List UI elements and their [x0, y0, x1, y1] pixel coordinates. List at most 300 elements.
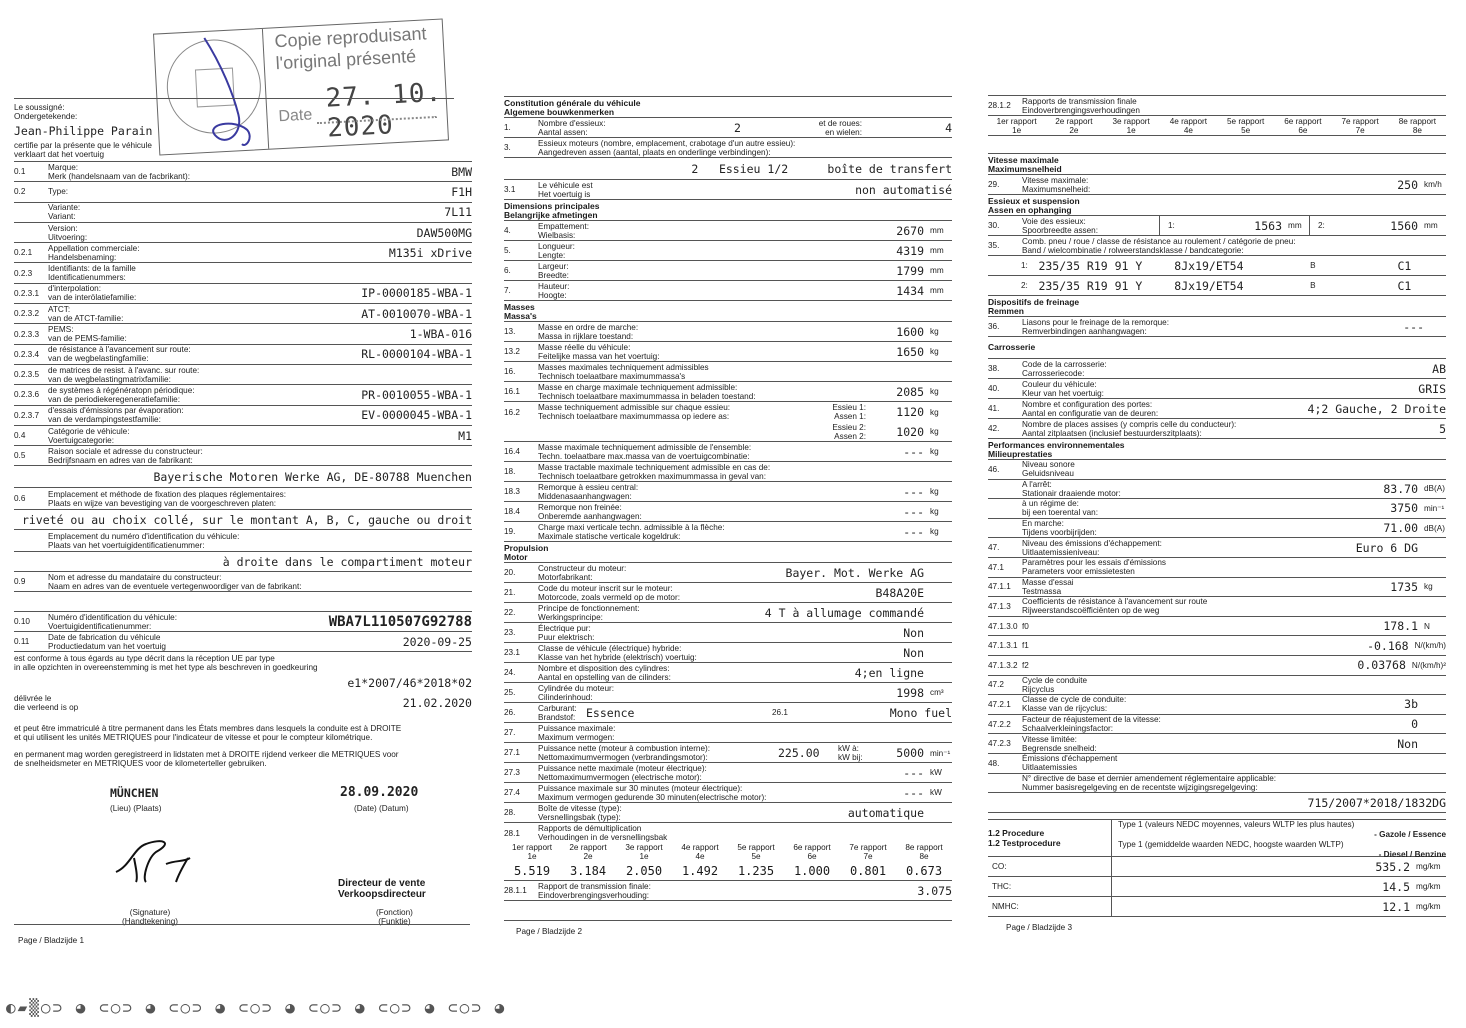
table-row — [988, 597, 1446, 617]
gear-header: 5e rapport 5e — [1226, 116, 1265, 135]
undersigned-label: Le soussigné: Ondergetekende: — [14, 103, 78, 121]
row-number: 0.2.1 — [14, 248, 33, 258]
row-unit: kg — [1424, 582, 1433, 592]
security-pattern-strip: ◐▰▒○⊃ ◕ ⊂○⊃ ◕ ⊂○⊃ ◕ ⊂○⊃ ◕ ⊂○⊃ ◕ ⊂○⊃ ◕ ⊂○⊃ ◕ — [6, 998, 507, 1017]
row-label: Type: — [48, 187, 69, 197]
row-value: --- — [903, 504, 924, 519]
row-value: 71.00 — [1383, 521, 1418, 536]
table-row — [14, 284, 472, 304]
row-label: d'essais d'émissions par évaporation: van de verdampingstestfamilie: — [48, 406, 184, 425]
table-row — [504, 362, 952, 382]
row-value: 3750 — [1390, 501, 1418, 516]
vin-label: Numéro d'identification du véhicule: Voertuigidentificatienummer: — [48, 612, 177, 631]
table-row — [988, 359, 1446, 379]
row-label: Couleur du véhicule: Kleur van het voertuig: — [1022, 379, 1104, 398]
row-label: Cycle de conduite Rijcyclus — [1022, 675, 1088, 694]
driven-axles-transfer: boîte de transfert — [827, 161, 953, 176]
table-row — [988, 695, 1446, 715]
table-row — [504, 522, 952, 542]
row-number: 47.1.3.0 — [988, 621, 1018, 631]
row-value: GRIS — [1418, 381, 1446, 396]
table-row — [504, 623, 952, 643]
tyre-row — [988, 276, 1446, 296]
row-number: 0.2 — [14, 187, 26, 197]
gear-ratio-value: 3.184 — [569, 863, 607, 878]
row-number: 40. — [988, 384, 1000, 393]
row-label: Catégorie de véhicule: Voertuigcategorie: — [48, 426, 130, 445]
section-dimensions: Dimensions principales Belangrijke afmetingen — [504, 200, 952, 221]
table-row — [988, 617, 1446, 637]
table-row — [504, 241, 952, 261]
row-value: 5 — [1439, 421, 1446, 436]
row-value: 1600 — [896, 324, 924, 339]
row-unit: dB(A) — [1424, 484, 1445, 494]
gear-ratio-value: 1.235 — [737, 863, 775, 878]
row-value: --- — [903, 524, 924, 539]
emission-value: 14.5 — [1382, 879, 1410, 894]
row-value: 1434 — [896, 283, 924, 298]
row-value: 7L11 — [444, 205, 472, 220]
table-row — [504, 563, 952, 583]
table-row — [504, 322, 952, 342]
row-label: Code de la carrosserie: Carrosseriecode: — [1022, 359, 1107, 378]
table-row — [988, 558, 1446, 578]
plates-label: Emplacement et méthode de fixation des plaques réglementaires: Plaats en wijze van bevestiging van de voorgeschreven platen: — [48, 489, 287, 508]
row-value: Non — [903, 645, 924, 660]
row-unit: min⁻¹ — [1424, 504, 1445, 514]
emission-row — [988, 897, 1446, 917]
conformity-text: est conforme à tous égards au type décrit dans la réception UE par type in alle opzichten in overeenstemming is met het type als beschreven in goedkeuring — [14, 654, 318, 673]
row-value: --- — [903, 444, 924, 459]
row-number: 20. — [504, 568, 516, 577]
function-label: (Fonction) (Funktie) — [376, 908, 413, 926]
axle1-mass: 1120 — [896, 405, 924, 419]
table-row — [504, 783, 952, 803]
gear-header: 1er rapport 1e — [996, 116, 1037, 135]
page-3-footer: Page / Bladzijde 3 — [1006, 923, 1072, 933]
manufacture-date-label: Date de fabrication du véhicule Productiedatum van het voertuig — [48, 632, 166, 651]
row-value: 0 — [1411, 717, 1418, 732]
row-label: Principe de fonctionnement: Werkingsprincipe: — [538, 603, 640, 622]
table-row — [504, 683, 952, 703]
tyre-size: 235/35 R19 91 Y — [1038, 278, 1143, 293]
gear-header: 6e rapport 6e — [1284, 116, 1322, 135]
row-number: 21. — [504, 588, 516, 597]
registration-text-nl: en permanent mag worden geregistreerd in lidstaten met à DROITE rijdend verkeer die METRIQUES voor de snelheidsmeter en METRIQUES voor de kilometerteller gebruiken. — [14, 750, 399, 769]
row-label: Remorque non freinée: Onberemde aanhangwagen: — [538, 502, 642, 521]
driven-axles-label: Essieux moteurs (nombre, emplacement, crabotage d'un autre essieu): Aangedreven assen (aantal, plaats en onderlinge verbindingen): — [538, 138, 796, 157]
row-value: RL-0000104-WBA-1 — [361, 347, 472, 362]
certify-label: certifie par la présente que le véhicule verklaart dat het voertuig — [14, 141, 472, 162]
table-row — [988, 715, 1446, 735]
table-row — [988, 656, 1446, 676]
row-label: N° directive de base et dernier amendement réglementaire applicable: Nummer basisregelgeving en de recentste wijzigingsregelgeving: — [1022, 773, 1277, 792]
trailer-brake-value: --- — [1403, 319, 1424, 334]
row-label: Appellation commerciale: Handelsbenaming: — [48, 243, 140, 262]
signing-date: 28.09.2020 — [340, 785, 419, 800]
row-label: Masse tractable maximale techniquement admissible en cas de: Technisch toelaatbare getrokken maximummassa in geval van: — [538, 462, 771, 481]
row-value: 83.70 — [1383, 481, 1418, 496]
table-row — [988, 499, 1446, 519]
gear-header: 8e rapport 8e — [1398, 116, 1437, 135]
table-row — [14, 304, 472, 324]
row-unit: mm — [930, 246, 944, 255]
row-label: Version: Uitvoering: — [48, 223, 88, 242]
driven-axles-position: Essieu 1/2 — [718, 161, 789, 176]
row-label: Niveau des émissions d'échappement: Uitlaatemissieniveau: — [1022, 538, 1162, 557]
row-unit: mm — [930, 286, 944, 295]
row-value: 4;2 Gauche, 2 Droite — [1307, 401, 1446, 416]
row-number: 28. — [504, 808, 516, 817]
table-row — [14, 243, 472, 263]
gear-ratio-value: 1.492 — [681, 863, 719, 878]
tyre-category: C1 — [1397, 278, 1412, 293]
row-value: 4319 — [896, 243, 924, 258]
gear-header: 7e rapport 7e — [1341, 116, 1379, 135]
tyre-index: 2: — [1020, 281, 1028, 290]
row-number: 0.1 — [14, 167, 26, 177]
table-row — [504, 342, 952, 362]
tyre-table — [988, 256, 1446, 296]
row-value: AT-0010070-WBA-1 — [361, 306, 472, 321]
row-number: 16.4 — [504, 447, 520, 456]
row-number: 47.2 — [988, 680, 1004, 690]
table-row — [14, 426, 472, 446]
row-number: 4. — [504, 226, 511, 235]
row-label: f0 — [1022, 621, 1029, 631]
emission-row — [988, 857, 1446, 877]
section-general: Constitution générale du véhicule Algemene bouwkenmerken — [504, 97, 952, 118]
row-number: 19. — [504, 527, 516, 536]
row-label: Vitesse limitée: Begrensde snelheid: — [1022, 734, 1097, 753]
row-number: 18. — [504, 467, 516, 476]
row-value: automatique — [847, 805, 924, 820]
table-row — [988, 754, 1446, 774]
power-table — [504, 763, 952, 823]
row-label: d'interpolation: van de interölatiefamilie: — [48, 284, 137, 303]
row-value: 1735 — [1390, 579, 1418, 594]
table-row — [504, 502, 952, 522]
emission-value: 12.1 — [1382, 899, 1410, 914]
row-label: A l'arrêt: Stationair draaiende motor: — [1022, 479, 1121, 498]
row-unit: N/(km/h)² — [1411, 660, 1446, 670]
gear-header: 3e rapport 1e — [625, 843, 663, 861]
vin-location-value: à droite dans le compartiment moteur — [222, 554, 472, 569]
row-value: Non — [903, 625, 924, 640]
row-value: --- — [903, 765, 924, 780]
row-number: 13.2 — [504, 347, 520, 356]
emission-value: 535.2 — [1375, 859, 1410, 874]
gear-ratio-values — [504, 861, 952, 881]
row-unit: kg — [930, 327, 939, 336]
row-value: BMW — [451, 164, 472, 179]
row-label: Largeur: Breedte: — [538, 261, 569, 280]
table-row — [14, 162, 472, 182]
row-number: 47.1.3.1 — [988, 641, 1018, 651]
stamp-date-value: 27. 10. 2020 — [324, 77, 443, 144]
gear-header: 3e rapport 1e — [1112, 116, 1150, 135]
track-axle1: 1563 — [1254, 218, 1282, 233]
row-number: 0.2.3.4 — [14, 349, 40, 359]
vin-location-label: Emplacement du numéro d'identification du véhicule: Plaats van het voertuigidentificatienummer: — [48, 531, 240, 550]
signing-date-label: (Date) (Datum) — [354, 804, 409, 813]
gear-header: 8e rapport 8e — [905, 843, 943, 861]
row-label: Variante: Variant: — [48, 203, 81, 222]
fuel-mode: Mono fuel — [889, 705, 952, 720]
table-row — [14, 365, 472, 385]
handwritten-signature — [112, 838, 212, 888]
gear-ratio-value: 1.000 — [793, 863, 831, 878]
row-number: 27.4 — [504, 788, 520, 797]
row-value: B48A20E — [875, 585, 924, 600]
row-number: 47.2.3 — [988, 739, 1011, 749]
section-masses: Masses Massa's — [504, 301, 952, 322]
row-label: Puissance nette maximale (moteur électrique): Nettomaximumvermogen (electrische motor): — [538, 763, 707, 782]
row-number: 38. — [988, 364, 1000, 373]
row-number: 48. — [988, 758, 1000, 768]
row-number: 18.4 — [504, 507, 520, 516]
masses-table — [504, 322, 952, 402]
table-row — [504, 462, 952, 482]
emission-unit: mg/km — [1416, 862, 1441, 872]
gear-header: 4e rapport 4e — [1169, 116, 1208, 135]
row-number: 42. — [988, 424, 1000, 433]
gear-ratio-value: 0.801 — [849, 863, 887, 878]
emissions-table — [988, 857, 1446, 917]
row-label: Identifiants: de la famille Identificatienummers: — [48, 264, 136, 283]
stamp-copy-text: Copie reproduisant l'original présenté — [274, 23, 427, 74]
axles-value: 2 — [734, 120, 741, 135]
row-label: de résistance à l'avancement sur route: van de wegbelastingfamilie: — [48, 345, 191, 364]
emission-unit: mg/km — [1416, 882, 1441, 892]
row-number: 0.2.3.2 — [14, 309, 40, 319]
row-unit: cm³ — [930, 688, 944, 697]
row-label: Constructeur du moteur: Motorfabrikant: — [538, 563, 627, 582]
row-number: 47.1.3 — [988, 601, 1011, 611]
row-label: Masse d'essai Testmassa — [1022, 577, 1074, 596]
row-value: 1-WBA-016 — [409, 327, 472, 342]
table-row — [14, 345, 472, 365]
row-label: Nombre de places assises (y compris celle du conducteur): Aantal zitplaatsen (inclusief bestuurderszitplaats): — [1022, 419, 1237, 438]
row-label: Masses maximales techniquement admissibles Technisch toelaatbare maximummassa's — [538, 362, 709, 381]
row-label: Cylindrée du moteur: Cilinderinhoud: — [538, 683, 614, 702]
row-value: -0.168 — [1367, 638, 1409, 653]
registration-text-fr: et peut être immatriculé à titre permanent dans les États membres dans lesquels la conduite est à DROITE et qui utilisent les unités METRIQUES pour l'indicateur de vitesse et pour le compteur kilométrique. — [14, 724, 402, 743]
stamp-date-label: Date — [278, 106, 313, 126]
manufacture-date-value: 2020-09-25 — [402, 634, 472, 649]
row-number: 27.3 — [504, 768, 520, 777]
table-row — [14, 385, 472, 405]
gear-header: 4e rapport 4e — [681, 843, 719, 861]
row-number: 0.2.3.7 — [14, 410, 40, 420]
row-value: M135i xDrive — [388, 245, 472, 260]
page-1: Le soussigné: Ondergetekende: Jean-Philippe Parain certifie par la présente que le véhicule verklaart dat het voertuig 0.1 Marque: Merk (handelsnaam van de facbrikant): BMW 0.2 Type: F1H Variante: Variant: 7L11 Version: Uitvoering: DAW500MG 0.2.1 Appellation commerciale: Handelsbenaming: M135i xDrive 0.2.3 Identifiants: de la famille Identificatienummers: 0.2.3.1 d'interpolation: van de interölatiefamilie: IP-0000185-WBA-1 0.2.3.2 ATCT: van de ATCT-familie: AT-0010070-WBA-1 0.2.3.3 PEMS: van de PEMS-familie: 1-WBA-016 0.2.3.4 de résistance à l'avancement sur route: van de wegbelastingfamilie: RL-0000104-WBA-1 0.2.3.5 de matrices de resist. à l'avanc. sur route: van de wegbelastingmatrixfamilie: 0.2.3.6 de systèmes à régénératopn périodique: van de periodiekeregeneratiefamilie: PR-0010055-WBA-1 0.2.3.7 d'essais d'émissions par évaporation: van de verdampingstestfamilie: EV-0000045-WBA-1 0.4 Catégorie de véhicule: Voertuigcategorie: M1 0.5 Raison sociale et adresse du constructeur: Bedrijfsnaam en adres van de fabrikant: Bayerische Motoren Werke AG, DE-80788 Muenchen 0.6 Emplacement et méthode de fixation des plaques réglementaires: Plaats en wijze van bevestiging van de voorgeschreven platen: riveté ou au choix collé, sur le montant A, B, C, gauche ou droit Emplacement du numéro d'identification du véhicule: Plaats van het voertuigidentificatienummer: à droite dans le compartiment moteur 0.9 Nom et adresse du mandataire du constructeur: Naam en adres van de eventuele vertegenwoordiger van de fabrikant: 0.10 Numéro d'identification du véhicule: Voertuigidentificatienummer: WBA7L110507G92788 0.11 Date de fabrication du véhicule Productiedatum van het voertuig 2020-09-25 est conforme à tous égards au type décrit dans la réception UE par type in alle opzichten in overeenstemming is met het type als beschreven in goedkeuring e1*2007/46*2018*02 délivrée le die verleend is op 21.02.2020 et peut être immatriculé à titre permanent dans les États membres dans lesquels la conduite est à DROITE et qui utilisent les unités METRIQUES pour l'indicateur de vitesse et pour le compteur kilométrique. en permanent mag worden geregistreerd in lidstaten met à DROITE rijdend verkeer die METRIQUES voor de snelheidsmeter en METRIQUES voor de kilometerteller gebruiken. MÜNCHEN (Lieu) (Plaats) 28.09.2020 (Date) (Datum) Directeur de vente Verkoopsdirecteur (Signature) (Handtekening) (Fonction) (Funktie) Page / Bladzijde 1 — [14, 0, 472, 768]
row-unit: mm — [930, 266, 944, 275]
row-value: PR-0010055-WBA-1 — [361, 387, 472, 402]
gear-header: 1er rapport 1e — [511, 843, 553, 861]
tyre-size: 235/35 R19 91 Y — [1038, 258, 1143, 273]
engine-table — [504, 563, 952, 703]
row-value: Euro 6 DG — [1355, 540, 1418, 555]
axle2-mass: 1020 — [896, 424, 924, 439]
final-ratio-headers — [988, 116, 1446, 136]
place-value: MÜNCHEN — [110, 786, 159, 800]
gear-header: 7e rapport 7e — [849, 843, 887, 861]
row-number: 0.4 — [14, 431, 26, 440]
table-row — [988, 734, 1446, 754]
row-label: f2 — [1022, 660, 1029, 670]
rolling-resistance-class: B — [1310, 261, 1316, 270]
table-row — [988, 676, 1446, 696]
plates-value: riveté ou au choix collé, sur le montant A, B, C, gauche ou droit — [21, 512, 472, 527]
table-row — [504, 603, 952, 623]
section-propulsion: Propulsion Motor — [504, 542, 952, 563]
row-label: Masse réelle du véhicule: Feitelijke massa van het voertuig: — [538, 342, 660, 361]
row-unit: dB(A) — [1424, 523, 1445, 533]
row-label: Empattement: Wielbasis: — [538, 221, 589, 240]
page-1-footer: Page / Bladzijde 1 — [18, 936, 84, 945]
row-number: 41. — [988, 404, 1000, 413]
row-unit: kg — [930, 507, 939, 516]
table-row — [504, 643, 952, 663]
gear-ratio-value: 2.050 — [625, 863, 663, 878]
approval-number: e1*2007/46*2018*02 — [347, 676, 472, 691]
row-value: 2085 — [896, 384, 924, 399]
row-label: Masse en charge maximale techniquement admissible: Technisch toelaatbare maximummassa in beladen toestand: — [538, 382, 756, 401]
row-number: 47.2.1 — [988, 699, 1011, 709]
environment-table — [988, 460, 1446, 793]
row-label: Émissions d'échappement Uitlaatemissies — [1022, 754, 1118, 773]
row-number: 47.1.1 — [988, 582, 1011, 592]
emission-row — [988, 877, 1446, 897]
row-value: F1H — [451, 184, 472, 199]
towing-masses-table — [504, 442, 952, 542]
row-label: Raison sociale et adresse du constructeur: Bedrijfsnaam en adres van de fabrikant: — [48, 446, 203, 465]
automation-value: non automatisé — [855, 182, 952, 197]
row-label: Électrique pur: Puur elektrisch: — [538, 623, 595, 642]
signature-label: (Signature) (Handtekening) — [122, 908, 178, 926]
row-label: à un régime de: bij een toerental van: — [1022, 499, 1099, 518]
row-number: 0.2.3.6 — [14, 390, 40, 400]
row-number: 0.2.3.3 — [14, 329, 40, 339]
row-value: --- — [903, 484, 924, 499]
row-value: 0.03768 — [1357, 658, 1406, 673]
row-number: 18.3 — [504, 487, 520, 496]
row-number: 22. — [504, 608, 516, 617]
issued-label: délivrée le die verleend is op — [14, 694, 79, 713]
row-value: AB — [1432, 361, 1446, 376]
table-row — [14, 203, 472, 223]
row-number: 6. — [504, 266, 511, 275]
table-row — [988, 578, 1446, 598]
row-number: 46. — [988, 464, 1000, 474]
row-label: Classe de véhicule (électrique) hybride: Klasse van het hybride (elektrisch) voertuig: — [538, 643, 697, 662]
final-drive-ratio: 3.075 — [917, 883, 952, 898]
row-unit: kg — [930, 387, 939, 396]
body-table — [988, 359, 1446, 439]
page-3: 28.1.2 Rapports de transmission finale Eindoverbrengingsverhoudingen 1er rapport 1e 2e rapport 2e 3e rapport 1e 4e rapport 4e 5e rapport 5e 6e rapport 6e 7e rapport 7e 8e rapport 8e Vitesse maximale Maximumsnelheid 29. Vitesse maximale: Maximumsnelheid: 250 km/h Essieux et suspension Assen en ophanging 30. Voie des essieux: Spoorbreedte assen: 1: 1563 mm 2: 1560 mm 35. Comb. pneu / roue / classe de résistance au roulement / catégorie de pneu: Band / wielcombinatie / rolweerstandsklasse / bandcategorie: 1: 235/35 R19 91 Y 8Jx19/ET54 B C1 2: 235/35 R19 91 Y 8Jx19/ET54 B C1 Dispositifs de freinage Remmen 36. Liasons pour le freinage de la remorque: Remverbindingen aanhangwagen: --- Carrosserie 38. Code de la carrosserie: Carrosseriecode: AB 40. Couleur du véhicule: Kleur van het voertuig: GRIS 41. Nombre et configuration des portes: Aantal en configuratie van de deuren: 4;2 Gauche, 2 Droite 42. Nombre de places assises (y compris celle du conducteur): Aantal zitplaatsen (inclusief bestuurderszitplaats): 5 Performances environnementales Milieuprestaties 46. Niveau sonore Geluidsniveau A l'arrêt: Stationair draaiende motor: 83.70 dB(A) à un régime de: bij een toerental van: 3750 min⁻¹ En marche: Tijdens voorbijrijden: 71.00 dB(A) 47. Niveau des émissions d'échappement: Uitlaatemissieniveau: Euro 6 DG 47.1 Paramètres pour les essais d'émissions Parameters voor emissietesten 47.1.1 Masse d'essai Testmassa 1735 kg 47.1.3 Coefficients de résistance à l'avancement sur route Rijweerstandscoëfficiënten op de weg 47.1.3.0 f0 178.1 N 47.1.3.1 f1 -0.168 N/(km/h) 47.1.3.2 f2 0.03768 N/(km/h)² 47.2 Cycle de conduite Rijcyclus 47.2.1 Classe de cycle de conduite: Klasse van de rijcyclus: 3b 47.2.2 Facteur de réajustement de la vitesse: Schaalverkleiningsfactor: 0 47.2.3 Vitesse limitée: Begrensde snelheid: Non 48. Émissions d'échappement Uitlaatemissies N° directive de base et dernier amendement réglementaire applicable: Nummer basisregelgeving en de recentste wijzigingsregelgeving: 715/2007*2018/1832DG 1.2 Procedure 1.2 Testprocedure Type 1 (valeurs NEDC moyennes, valeurs WLTP les plus hautes) - Gazole / Essence Type 1 (gemiddelde waarden NEDC, hoogste waarden WLTP) - Diesel / Benzine CO: 535.2 mg/km THC: 14.5 mg/km NMHC: 12.1 mg/km Page / Bladzijde 3 — [988, 0, 1446, 932]
row-value: DAW500MG — [416, 225, 472, 240]
row-value: 2670 — [896, 223, 924, 238]
table-row — [988, 379, 1446, 399]
row-number: 7. — [504, 286, 511, 295]
tyre-category: C1 — [1397, 258, 1412, 273]
gear-ratio-value: 5.519 — [513, 863, 551, 878]
row-label: de matrices de resist. à l'avanc. sur route: van de wegbelastingmatrixfamilie: — [48, 365, 200, 384]
table-row — [504, 482, 952, 502]
table-row — [988, 460, 1446, 480]
table-row — [504, 663, 952, 683]
axles-label: Nombre d'essieux: Aantal assen: — [538, 118, 606, 137]
row-label: Remorque à essieu central: Middenasaanhangwagen: — [538, 482, 639, 501]
table-row — [14, 324, 472, 344]
identification-table — [14, 162, 472, 466]
driven-axles-count: 2 — [691, 161, 699, 176]
emission-label: CO: — [988, 857, 1112, 876]
row-value: 4;en ligne — [854, 665, 924, 680]
page-2-footer: Page / Bladzijde 2 — [516, 927, 582, 936]
table-row — [988, 399, 1446, 419]
row-label: Masse maximale techniquement admissible de l'ensemble: Techn. toelaatbare max.massa van de voertuigcombinatie: — [538, 442, 752, 461]
row-value: --- — [903, 785, 924, 800]
row-number: 13. — [504, 327, 516, 336]
row-label: f1 — [1022, 641, 1029, 651]
gear-header: 5e rapport 5e — [737, 843, 775, 861]
table-row — [988, 636, 1446, 656]
row-unit: mm — [930, 226, 944, 235]
wheels-value: 4 — [945, 120, 952, 135]
row-unit: N — [1424, 621, 1430, 631]
gear-ratio-value: 0.673 — [905, 863, 943, 878]
row-label: Hauteur: Hoogte: — [538, 281, 570, 300]
row-value: Non — [1397, 736, 1418, 751]
table-row — [504, 261, 952, 281]
signatory-name: Jean-Philippe Parain — [14, 124, 153, 138]
row-number: 16. — [504, 367, 516, 376]
page-2: Constitution générale du véhicule Algemene bouwkenmerken 1. Nombre d'essieux: Aantal assen: 2 et de roues: en wielen: 4 3. Essieux moteurs (nombre, emplacement, crabotage d'un autre essieu): Aangedreven assen (aantal, plaats en onderlinge verbindingen): 2 Essieu 1/2 boîte de transfert 3.1 Le véhicule est Het voertuig is non automatisé Dimensions principales Belangrijke afmetingen 4. Empattement: Wielbasis: 2670 mm 5. Longueur: Lengte: 4319 mm 6. Largeur: Breedte: 1799 mm 7. Hauteur: Hoogte: 1434 mm Masses Massa's 13. Masse en ordre de marche: Massa in rijklare toestand: 1600 kg 13.2 Masse réelle du véhicule: Feitelijke massa van het voertuig: 1650 kg 16. Masses maximales techniquement admissibles Technisch toelaatbare maximummassa's 16.1 Masse en charge maximale techniquement admissible: Technisch toelaatbare maximummassa in beladen toestand: 2085 kg 16.2 Masse techniquement admissible sur chaque essieu: Technisch toelaatbare maximummassa op iedere as: Essieu 1: Assen 1: 1120 kg Essieu 2: Assen 2: 1020 kg 16.4 Masse maximale techniquement admissible de l'ensemble: Techn. toelaatbare max.massa van de voertuigcombinatie: --- kg 18. Masse tractable maximale techniquement admissible en cas de: Technisch toelaatbare getrokken maximummassa in geval van: 18.3 Remorque à essieu central: Middenasaanhangwagen: --- kg 18.4 Remorque non freinée: Onberemde aanhangwagen: --- kg 19. Charge maxi verticale techn. admissible à la flèche: Maximale statische verticale kogeldruk: --- kg Propulsion Motor 20. Constructeur du moteur: Motorfabrikant: Bayer. Mot. Werke AG 21. Code du moteur inscrit sur le moteur: Motorcode, zoals vermeld op de motor: B48A20E 22. Principe de fonctionnement: Werkingsprincipe: 4 T à allumage commandé 23. Électrique pur: Puur elektrisch: Non 23.1 Classe de véhicule (électrique) hybride: Klasse van het hybride (elektrisch) voertuig: Non 24. Nombre et disposition des cylindres: Aantal en opstelling van de cilinders: 4;en ligne 25. Cylindrée du moteur: Cilinderinhoud: 1998 cm³ 26. Carburant: Brandstof: Essence 26.1 Mono fuel 27. Puissance maximale: Maximum vermogen: 27.1 Puissance nette (moteur à combustion interne): Nettomaximumvermogen (verbrandingsmotor): 225.00 kW à: kW bij: 5000 min⁻¹ 27.3 Puissance nette maximale (moteur électrique): Nettomaximumvermogen (electrische motor): --- kW 27.4 Puissance maximale sur 30 minutes (moteur électrique): Maximum vermogen gedurende 30 minuten(electrische motor): --- kW 28. Boîte de vitesse (type): Versnellingsbak (type): automatique 28.1 Rapports de démultiplication Verhoudingen in de versnellingsbak 1er rapport 1e 2e rapport 2e 3e rapport 1e 4e rapport 4e 5e rapport 5e 6e rapport 6e 7e rapport 7e 8e rapport 8e 5.519 3.184 2.050 1.492 1.235 1.000 0.801 0.673 28.1.1 Rapport de transmission finale: Eindoverbrengingsverhouding: 3.075 Page / Bladzijde 2 — [504, 0, 952, 936]
row-label: de systèmes à régénératopn périodique: van de periodiekeregeneratiefamilie: — [48, 385, 195, 404]
dimensions-table — [504, 221, 952, 301]
track-axle2: 1560 — [1390, 218, 1418, 233]
row-number: 0.2.3.5 — [14, 370, 40, 380]
table-row — [988, 480, 1446, 500]
row-number: 47.2.2 — [988, 719, 1011, 729]
table-row — [504, 442, 952, 462]
row-label: Nombre et configuration des portes: Aantal en configuratie van de deuren: — [1022, 399, 1159, 418]
table-row — [988, 519, 1446, 539]
emission-label: NMHC: — [988, 897, 1112, 916]
table-row — [504, 281, 952, 301]
row-number: 47. — [988, 543, 1000, 553]
gear-header: 2e rapport 2e — [1055, 116, 1093, 135]
row-number: 25. — [504, 688, 516, 697]
row-number: 0.2.3.1 — [14, 288, 40, 298]
row-unit: kg — [930, 527, 939, 536]
row-value: 1650 — [896, 344, 924, 359]
table-row — [14, 263, 472, 283]
row-unit: kg — [930, 447, 939, 456]
row-number: 0.2.3 — [14, 268, 33, 278]
row-unit: kg — [930, 487, 939, 496]
rim-size: 8Jx19/ET54 — [1174, 258, 1244, 273]
table-row — [504, 382, 952, 402]
rolling-resistance-class: B — [1310, 281, 1316, 290]
row-label: Masse en ordre de marche: Massa in rijklare toestand: — [538, 322, 639, 341]
row-label: Nombre et disposition des cylindres: Aantal en opstelling van de cilinders: — [538, 663, 671, 682]
row-label: Boîte de vitesse (type): Versnellingsbak (type): — [538, 803, 622, 822]
row-value: 178.1 — [1383, 619, 1418, 634]
directive-value: 715/2007*2018/1832DG — [1307, 795, 1446, 810]
